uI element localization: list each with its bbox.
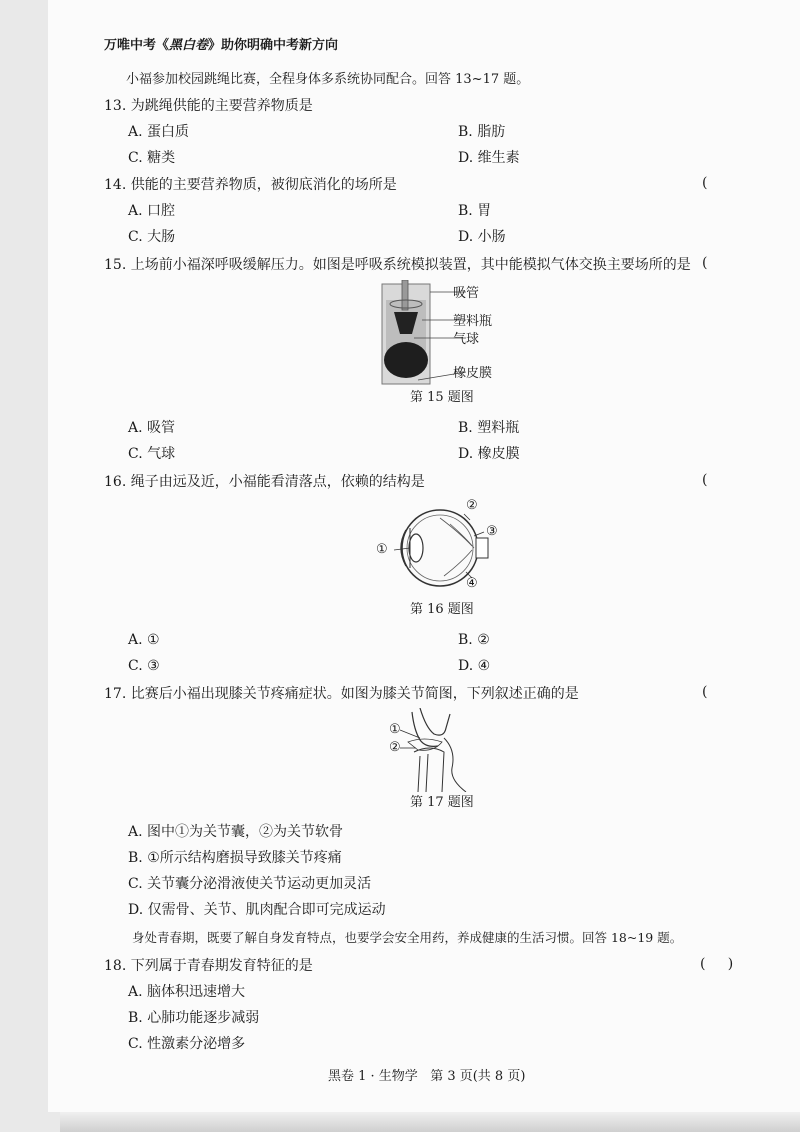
option-16-d: D. ④: [458, 658, 491, 674]
option-15-b: B. 塑料瓶: [458, 420, 520, 436]
question-number: 15.: [104, 257, 127, 273]
fig16-label-4: ④: [466, 576, 478, 591]
option-14-a: A. 口腔: [128, 203, 176, 219]
page-header: [104, 36, 338, 56]
option-16-a: A. ①: [128, 632, 160, 648]
intro-18-19: 身处青春期，既要了解自身发育特点，也要学会安全用药，养成健康的生活习惯。回答 18~19 题。: [132, 930, 683, 945]
page-footer: 黑卷 1 · 生物学 第 3 页(共 8 页): [328, 1069, 526, 1084]
question-text: 绳子由远及近，小福能看清落点，依赖的结构是: [130, 474, 425, 490]
eye-structure-figure: [380, 498, 500, 594]
option-18-c: C. 性激素分泌增多: [128, 1036, 246, 1052]
option-18-b: B. 心肺功能逐步减弱: [128, 1010, 260, 1026]
knee-joint-figure: [390, 708, 470, 792]
fig15-label-balloon: 气球: [453, 332, 480, 347]
question-15-stem: [104, 255, 691, 275]
option-14-d: D. 小肠: [458, 229, 506, 245]
answer-paren-14: (: [702, 175, 708, 191]
question-text: 供能的主要营养物质，被彻底消化的场所是: [130, 177, 397, 193]
question-text: 上场前小福深呼吸缓解压力。如图是呼吸系统模拟装置，其中能模拟气体交换主要场所的是: [130, 257, 691, 273]
fig17-label-2: ②: [389, 740, 401, 755]
fig15-label-membrane: 橡皮膜: [453, 366, 493, 381]
option-18-a: A. 脑体积迅速增大: [128, 984, 246, 1000]
header-prefix: 万唯中考《: [104, 38, 170, 53]
question-text: 比赛后小福出现膝关节疼痛症状。如图为膝关节简图，下列叙述正确的是: [130, 686, 579, 702]
question-number: 16.: [104, 474, 127, 490]
figure-15-caption: 第 15 题图: [410, 390, 474, 405]
option-13-d: D. 维生素: [458, 150, 520, 166]
fig16-label-1: ①: [376, 542, 388, 557]
option-17-a: A. 图中①为关节囊，②为关节软骨: [128, 824, 344, 840]
option-17-b: B. ①所示结构磨损导致膝关节疼痛: [128, 850, 342, 866]
option-14-c: C. 大肠: [128, 229, 176, 245]
option-14-b: B. 胃: [458, 203, 492, 219]
question-number: 13.: [104, 98, 127, 114]
option-17-d: D. 仅需骨、关节、肌肉配合即可完成运动: [128, 902, 386, 918]
answer-paren-16: (: [702, 472, 708, 488]
answer-paren-15: (: [702, 255, 708, 271]
intro-13-17: 小福参加校园跳绳比赛，全程身体多系统协同配合。回答 13~17 题。: [126, 72, 530, 87]
fig16-label-2: ②: [466, 498, 478, 513]
fig15-label-straw: 吸管: [453, 286, 480, 301]
question-16-stem: [104, 472, 425, 492]
option-15-a: A. 吸管: [128, 420, 176, 436]
option-16-b: B. ②: [458, 632, 490, 648]
option-16-c: C. ③: [128, 658, 160, 674]
option-13-a: A. 蛋白质: [128, 124, 190, 140]
answer-paren-17: (: [702, 684, 708, 700]
question-text: 下列属于青春期发育特征的是: [130, 958, 313, 974]
option-13-b: B. 脂肪: [458, 124, 506, 140]
fig16-label-3: ③: [486, 524, 498, 539]
header-brand: 黑白卷: [169, 38, 209, 53]
option-15-d: D. 橡皮膜: [458, 446, 520, 462]
question-13-stem: [104, 96, 313, 116]
option-15-c: C. 气球: [128, 446, 176, 462]
question-18-stem: [104, 956, 313, 976]
option-17-c: C. 关节囊分泌滑液使关节运动更加灵活: [128, 876, 372, 892]
fig15-label-bottle: 塑料瓶: [453, 314, 493, 329]
header-suffix: 》助你明确中考新方向: [208, 38, 339, 53]
figure-17-caption: 第 17 题图: [410, 795, 474, 810]
question-17-stem: [104, 684, 579, 704]
answer-paren-18: ( ): [700, 956, 734, 972]
question-number: 14.: [104, 177, 127, 193]
question-number: 18.: [104, 958, 127, 974]
page-edge-bottom: [60, 1112, 800, 1132]
question-14-stem: [104, 175, 397, 195]
question-text: 为跳绳供能的主要营养物质是: [130, 98, 313, 114]
fig17-label-1: ①: [389, 722, 401, 737]
question-number: 17.: [104, 686, 127, 702]
option-13-c: C. 糖类: [128, 150, 176, 166]
figure-16-caption: 第 16 题图: [410, 602, 474, 617]
